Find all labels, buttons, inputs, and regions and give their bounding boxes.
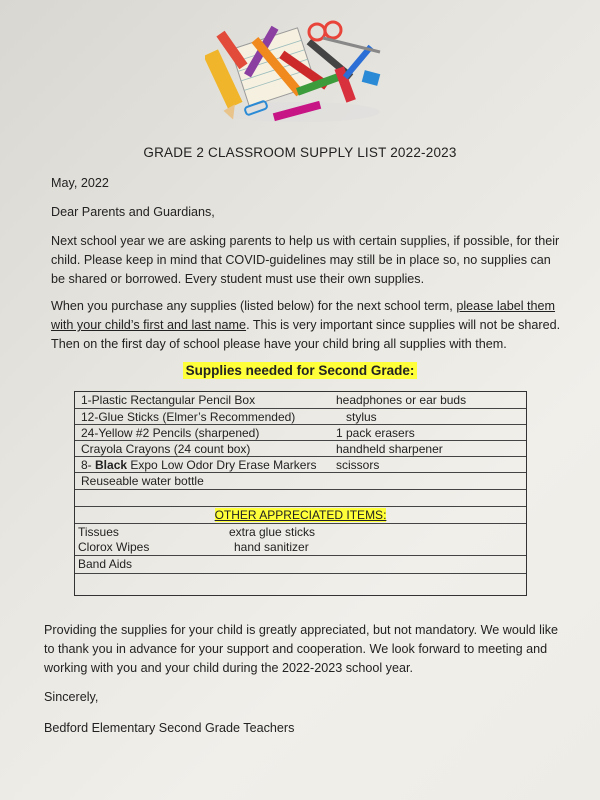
closing-paragraph: Providing the supplies for your child is greatly appreciated, but not mandatory. We would like to thank you in advance for your support and cooperation. We look forward to meeting and working with you and your child during the 2022-2023 school year. bbox=[44, 623, 559, 675]
signature: Bedford Elementary Second Grade Teachers bbox=[44, 721, 295, 735]
supply-item bbox=[81, 458, 316, 472]
supply-item-bold: Black bbox=[95, 458, 128, 472]
intro-paragraph: Next school year we are asking parents to help us with certain supplies, if possible, for their child. Please keep in mind that COVID-guidelines may still be in place so, no supplies can be shared or borrowed. Every student must use their own supplies. bbox=[51, 234, 560, 286]
supply-item: stylus bbox=[346, 410, 377, 424]
table-row-empty bbox=[75, 490, 526, 507]
other-items-heading bbox=[75, 508, 526, 522]
table-row bbox=[75, 409, 526, 425]
page-title: GRADE 2 CLASSROOM SUPPLY LIST 2022-2023 bbox=[143, 145, 457, 160]
label-instructions-paragraph bbox=[51, 297, 561, 354]
other-items-heading-text: OTHER APPRECIATED ITEMS: bbox=[214, 508, 387, 522]
other-item: Tissues bbox=[78, 525, 119, 539]
other-item: Band Aids bbox=[78, 557, 133, 571]
label-instructions-after: . This is very important since supplies will not be shared. Then on the first day of school please have your child bring all supplies with them. bbox=[51, 318, 561, 351]
supply-item: 1-Plastic Rectangular Pencil Box bbox=[81, 393, 256, 407]
table-row bbox=[75, 457, 526, 473]
table-row bbox=[75, 556, 526, 574]
supply-item: 24-Yellow #2 Pencils (sharpened) bbox=[81, 426, 260, 440]
table-row bbox=[75, 392, 526, 409]
supply-item: 1 pack erasers bbox=[336, 426, 415, 440]
supply-table bbox=[74, 391, 527, 596]
other-item: extra glue sticks bbox=[229, 525, 316, 539]
label-instructions-before: When you purchase any supplies (listed below) for the next school term, bbox=[51, 299, 457, 313]
supply-item: headphones or ear buds bbox=[336, 393, 467, 407]
table-row bbox=[75, 425, 526, 441]
supply-item: 12-Glue Sticks (Elmer’s Recommended) bbox=[81, 410, 296, 424]
supply-item: Crayola Crayons (24 count box) bbox=[81, 442, 251, 456]
table-row bbox=[75, 441, 526, 457]
supply-item: Reuseable water bottle bbox=[81, 474, 204, 488]
other-item: hand sanitizer bbox=[234, 540, 309, 554]
supply-item: scissors bbox=[336, 458, 380, 472]
table-row bbox=[75, 539, 526, 556]
supply-item-suffix: Expo Low Odor Dry Erase Markers bbox=[127, 458, 317, 472]
label-instructions-underlined: please label them with your child’s first and last name bbox=[51, 299, 556, 332]
letter-date: May, 2022 bbox=[51, 176, 109, 190]
supplies-heading-text: Supplies needed for Second Grade: bbox=[183, 362, 418, 379]
letter-greeting: Dear Parents and Guardians, bbox=[51, 205, 215, 219]
supply-item: handheld sharpener bbox=[336, 442, 443, 456]
school-supplies-clipart bbox=[205, 12, 395, 124]
supply-item-prefix: 8- bbox=[81, 458, 96, 472]
other-item: Clorox Wipes bbox=[78, 540, 150, 554]
table-row bbox=[75, 523, 526, 539]
supplies-heading bbox=[0, 362, 600, 380]
table-row bbox=[75, 473, 526, 490]
sign-off: Sincerely, bbox=[44, 690, 99, 704]
